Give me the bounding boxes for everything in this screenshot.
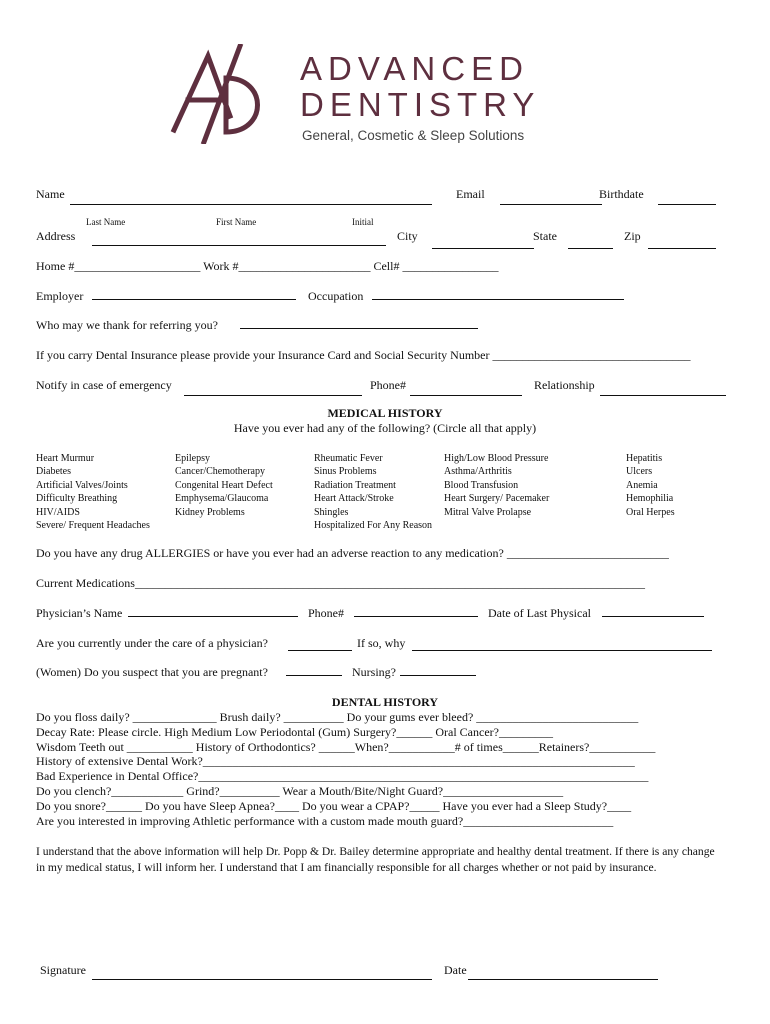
- conditions-column-5: [626, 452, 675, 519]
- date-field[interactable]: [468, 979, 658, 980]
- state-field[interactable]: [568, 248, 613, 249]
- relationship-field[interactable]: [600, 395, 726, 396]
- relationship-label: Relationship: [534, 378, 595, 392]
- last-name-caption: Last Name: [86, 217, 126, 227]
- emergency-phone-field[interactable]: [410, 395, 522, 396]
- condition-item[interactable]: Hemophilia: [626, 493, 674, 505]
- occupation-field[interactable]: [372, 299, 624, 300]
- condition-item[interactable]: Hospitalized For Any Reason: [314, 520, 433, 532]
- pregnant-question: (Women) Do you suspect that you are pregnant?: [36, 665, 268, 679]
- brand-line-1: ADVANCED: [300, 50, 529, 87]
- physician-name-field[interactable]: [128, 616, 298, 617]
- dental-question-line: Decay Rate: Please circle. High Medium Low Periodontal (Gum) Surgery?______ Oral Cancer?_________: [36, 725, 553, 739]
- referral-field[interactable]: [240, 328, 478, 329]
- condition-item[interactable]: Anemia: [626, 479, 658, 491]
- condition-item[interactable]: Artificial Valves/Joints: [36, 479, 128, 491]
- ad-monogram-icon: [168, 44, 278, 144]
- city-label: City: [397, 229, 418, 243]
- if-so-why-label: If so, why: [357, 636, 406, 650]
- under-care-field[interactable]: [288, 650, 352, 651]
- conditions-column-2: [175, 452, 273, 519]
- signature-label: Signature: [40, 963, 86, 977]
- employer-field[interactable]: [92, 299, 296, 300]
- zip-label: Zip: [624, 229, 641, 243]
- condition-item[interactable]: Blood Transfusion: [444, 479, 519, 491]
- condition-item[interactable]: Diabetes: [36, 466, 71, 478]
- condition-item[interactable]: Mitral Valve Prolapse: [444, 506, 532, 518]
- physician-name-label: Physician’s Name: [36, 606, 123, 620]
- conditions-column-1: [36, 452, 150, 532]
- condition-item[interactable]: Heart Attack/Stroke: [314, 493, 394, 505]
- emergency-field[interactable]: [184, 395, 362, 396]
- condition-item[interactable]: Rheumatic Fever: [314, 453, 383, 464]
- name-label: Name: [36, 187, 65, 201]
- condition-item[interactable]: Heart Surgery/ Pacemaker: [444, 493, 550, 505]
- email-field[interactable]: [500, 204, 602, 205]
- insurance-line: If you carry Dental Insurance please provide your Insurance Card and Social Security Number _________________________________: [36, 348, 691, 362]
- physician-phone-field[interactable]: [354, 616, 478, 617]
- brand-line-2: DENTISTRY: [300, 86, 541, 123]
- phone-numbers-line: Home #_____________________ Work #______________________ Cell# ________________: [36, 259, 499, 273]
- nursing-label: Nursing?: [352, 665, 396, 679]
- last-physical-field[interactable]: [602, 616, 704, 617]
- allergies-question: Do you have any drug ALLERGIES or have you ever had an adverse reaction to any medication? ___________________________: [36, 546, 669, 560]
- state-label: State: [533, 229, 557, 243]
- dental-question-line: Wisdom Teeth out ___________ History of Orthodontics? ______When?___________# of times______Retainers?___________: [36, 740, 656, 754]
- dental-question-line: Bad Experience in Dental Office?___________________________________________________________________________: [36, 769, 649, 783]
- conditions-column-3: [314, 452, 432, 532]
- pregnant-field[interactable]: [286, 675, 342, 676]
- current-medications-line: Current Medications_____________________________________________________________________________________: [36, 576, 645, 590]
- condition-item[interactable]: Heart Murmur: [36, 453, 95, 464]
- condition-item[interactable]: Oral Herpes: [626, 506, 675, 518]
- zip-field[interactable]: [648, 248, 716, 249]
- dental-question-line: Do you snore?______ Do you have Sleep Apnea?____ Do you wear a CPAP?_____ Have you ever had a Sleep Study?____: [36, 799, 632, 813]
- condition-item[interactable]: Kidney Problems: [175, 506, 245, 518]
- employer-label: Employer: [36, 289, 84, 303]
- conditions-column-4: [444, 452, 549, 519]
- if-so-why-field[interactable]: [412, 650, 712, 651]
- date-label: Date: [444, 963, 467, 977]
- condition-item[interactable]: Sinus Problems: [314, 466, 377, 478]
- address-label: Address: [36, 229, 76, 243]
- condition-item[interactable]: Radiation Treatment: [314, 479, 396, 491]
- physician-phone-label: Phone#: [308, 606, 344, 620]
- last-physical-label: Date of Last Physical: [488, 606, 591, 620]
- dental-history-title: DENTAL HISTORY: [331, 695, 439, 709]
- dental-question-line: Do you clench?____________ Grind?__________ Wear a Mouth/Bite/Night Guard?____________________: [36, 784, 564, 798]
- emergency-phone-label: Phone#: [370, 378, 406, 392]
- condition-item[interactable]: High/Low Blood Pressure: [444, 453, 549, 464]
- condition-item[interactable]: Emphysema/Glaucoma: [175, 493, 269, 505]
- condition-item[interactable]: Difficulty Breathing: [36, 493, 118, 505]
- condition-item[interactable]: Shingles: [314, 506, 349, 518]
- condition-item[interactable]: Asthma/Arthritis: [444, 466, 512, 478]
- city-field[interactable]: [432, 248, 534, 249]
- medical-history-subtitle: Have you ever had any of the following? (Circle all that apply): [233, 421, 537, 435]
- dental-question-line: History of extensive Dental Work?________________________________________________________________________: [36, 754, 635, 768]
- signature-field[interactable]: [92, 979, 432, 980]
- condition-item[interactable]: Cancer/Chemotherapy: [175, 466, 265, 478]
- condition-item[interactable]: HIV/AIDS: [36, 506, 80, 518]
- consent-paragraph: I understand that the above information will help Dr. Popp & Dr. Bailey determine appropriate and healthy dental treatment. If there is any change in my medical status, I will inform her. I understand that I am financially responsible for all charges whether or not paid by insurance.: [36, 845, 715, 874]
- condition-item[interactable]: Ulcers: [626, 466, 653, 478]
- condition-item[interactable]: Severe/ Frequent Headaches: [36, 520, 150, 532]
- birthdate-field[interactable]: [658, 204, 716, 205]
- referral-label: Who may we thank for referring you?: [36, 318, 218, 332]
- nursing-field[interactable]: [400, 675, 476, 676]
- birthdate-label: Birthdate: [599, 187, 644, 201]
- emergency-label: Notify in case of emergency: [36, 378, 172, 392]
- brand-tagline: General, Cosmetic & Sleep Solutions: [302, 128, 525, 143]
- medical-history-title: MEDICAL HISTORY: [327, 406, 443, 420]
- email-label: Email: [456, 187, 485, 201]
- condition-item[interactable]: Epilepsy: [175, 453, 210, 464]
- under-care-question: Are you currently under the care of a physician?: [36, 636, 268, 650]
- address-field[interactable]: [92, 245, 386, 246]
- first-name-caption: First Name: [216, 217, 257, 227]
- dental-question-line: Do you floss daily? ______________ Brush daily? __________ Do your gums ever bleed? ___________________________: [36, 710, 639, 724]
- initial-caption: Initial: [352, 217, 374, 227]
- condition-item[interactable]: Hepatitis: [626, 453, 663, 464]
- dental-question-line: Are you interested in improving Athletic performance with a custom made mouth guard?_________________________: [36, 814, 614, 828]
- practice-logo: [168, 44, 278, 144]
- condition-item[interactable]: Congenital Heart Defect: [175, 479, 273, 491]
- occupation-label: Occupation: [308, 289, 364, 303]
- name-field[interactable]: [70, 204, 432, 205]
